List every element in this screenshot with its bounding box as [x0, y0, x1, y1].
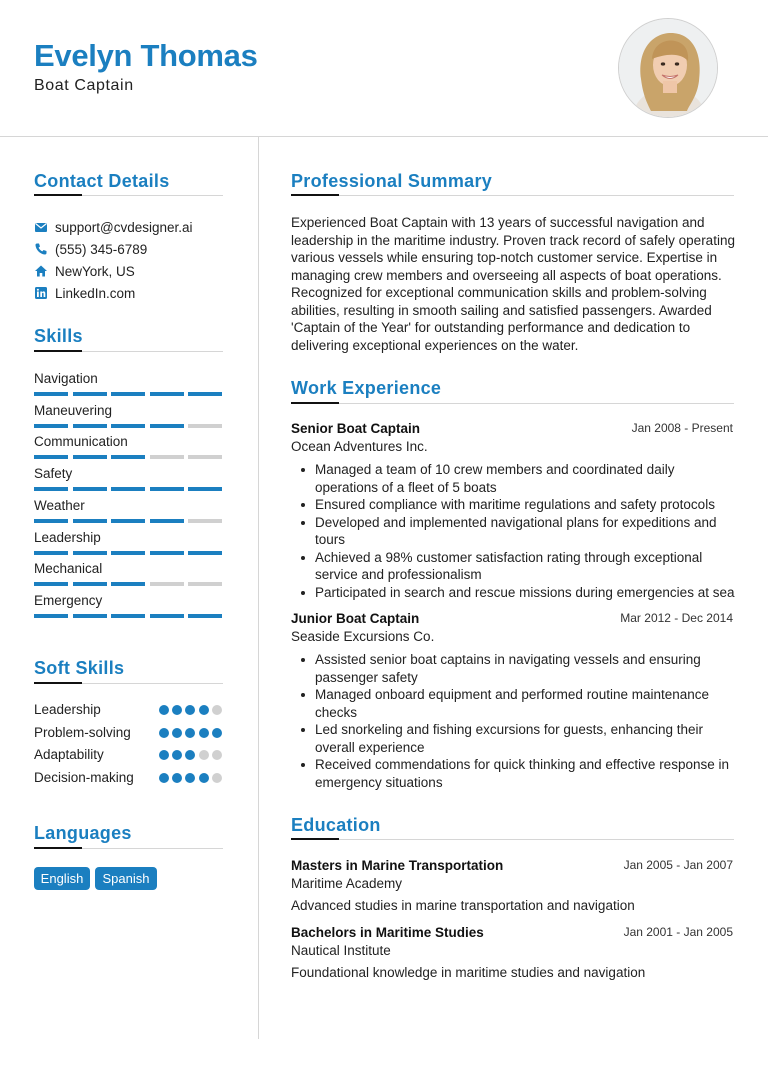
linkedin-icon: [34, 286, 48, 300]
skill-level-segment: [111, 424, 145, 428]
language-pill-english: English: [34, 867, 90, 890]
list-item: Managed a team of 10 crew members and coordinated daily operations of a fleet of 5 boats: [299, 461, 737, 496]
skill-label: Communication: [34, 434, 128, 450]
skill-label: Mechanical: [34, 561, 103, 577]
skill-level-segment: [188, 551, 222, 555]
list-item: Led snorkeling and fishing excursions for guests, enhancing their overall experience: [299, 721, 737, 756]
skill-level-bar: [34, 487, 222, 491]
phone-icon: [34, 242, 48, 256]
soft-skill-rating-dot: [159, 773, 169, 783]
list-item: Developed and implemented navigational plans for expeditions and tours: [299, 514, 737, 549]
job-title: Senior Boat Captain: [291, 421, 421, 436]
skill-level-segment: [73, 424, 107, 428]
list-item: Ensured compliance with maritime regulations and safety protocols: [299, 496, 737, 514]
skill-level-segment: [111, 582, 145, 586]
soft-skill-rating-dot: [172, 773, 182, 783]
list-item: Assisted senior boat captains in navigating vessels and ensuring passenger safety: [299, 651, 737, 686]
home-icon: [34, 264, 48, 278]
soft-skill-rating-dot: [212, 773, 222, 783]
skill-label: Maneuvering: [34, 402, 113, 418]
skill-level-segment: [73, 455, 107, 459]
skill-level-segment: [111, 551, 145, 555]
contact-phone-text: (555) 345-6789: [55, 241, 148, 257]
skill-level-bar: [34, 551, 222, 555]
summary-text: Experienced Boat Captain with 13 years of successful navigation and leadership in the maritime industry. Proven track record of safely operating various vessels while ensuring top-notch customer service. Expertise in managing crew members and overseeing all aspects of boat operations. Recognized for exceptional communication skills and problem-solving abilities, resulting in smooth sailing and satisfied passengers. Awarded 'Captain of the Year' for outstanding performance and dedication to delivering exceptional experiences on the water.: [291, 215, 735, 353]
skill-level-segment: [34, 551, 68, 555]
skill-label: Leadership: [34, 529, 101, 545]
skill-level-segment: [150, 614, 184, 618]
education-degree: Bachelors in Maritime Studies: [291, 925, 484, 940]
contact-email-text: support@cvdesigner.ai: [55, 219, 193, 235]
skill-level-segment: [34, 455, 68, 459]
job-organization: Ocean Adventures Inc.: [291, 439, 428, 454]
skill-level-segment: [111, 487, 145, 491]
avatar: [618, 18, 718, 118]
skill-level-segment: [111, 614, 145, 618]
soft-skill-rating-dot: [199, 728, 209, 738]
skill-level-segment: [73, 519, 107, 523]
envelope-icon: [34, 220, 48, 234]
soft-skill-label: Adaptability: [34, 747, 104, 762]
languages-section-title: Languages: [34, 823, 132, 843]
skill-level-segment: [188, 392, 222, 396]
experience-section-title: Work Experience: [291, 378, 442, 398]
summary-section-title: Professional Summary: [291, 171, 493, 191]
skills-section-rule: [34, 351, 223, 352]
skill-level-bar: [34, 582, 222, 586]
skill-level-segment: [150, 392, 184, 396]
languages-section-rule: [34, 848, 223, 849]
skill-level-segment: [34, 487, 68, 491]
contact-phone[interactable]: [34, 240, 147, 258]
skill-level-segment: [150, 487, 184, 491]
soft-skill-rating-dot: [212, 750, 222, 760]
list-item: Received commendations for quick thinking and effective response in emergency situations: [299, 756, 737, 791]
skill-level-bar: [34, 455, 222, 459]
education-section-rule: [291, 839, 734, 840]
soft-skill-rating-dot: [159, 728, 169, 738]
skill-level-segment: [111, 455, 145, 459]
skills-section-title: Skills: [34, 326, 83, 346]
education-section-title: Education: [291, 815, 381, 835]
language-pill-spanish: Spanish: [95, 867, 157, 890]
skill-level-bar: [34, 392, 222, 396]
skill-level-segment: [150, 455, 184, 459]
soft-skills-section-rule: [34, 683, 223, 684]
soft-skill-rating-dot: [172, 750, 182, 760]
soft-skill-rating-dot: [185, 773, 195, 783]
contact-section-title: Contact Details: [34, 171, 170, 191]
skill-level-segment: [73, 614, 107, 618]
education-description: Foundational knowledge in maritime studies and navigation: [291, 965, 646, 980]
soft-skill-rating-dot: [185, 705, 195, 715]
soft-skill-rating-dot: [212, 728, 222, 738]
skill-level-segment: [34, 614, 68, 618]
skill-label: Navigation: [34, 371, 98, 386]
job-date: Jan 2008 - Present: [631, 421, 733, 435]
skill-level-segment: [188, 614, 222, 618]
job-title: Junior Boat Captain: [291, 611, 420, 626]
soft-skill-rating-dot: [172, 728, 182, 738]
skill-level-segment: [188, 582, 222, 586]
skill-level-segment: [34, 424, 68, 428]
candidate-name: Evelyn Thomas: [34, 38, 258, 73]
skill-level-segment: [73, 392, 107, 396]
job-organization: Seaside Excursions Co.: [291, 629, 435, 644]
education-school: Maritime Academy: [291, 876, 403, 891]
soft-skill-label: Leadership: [34, 702, 101, 717]
skill-level-segment: [34, 392, 68, 396]
soft-skill-rating-dot: [172, 705, 182, 715]
soft-skill-rating-dot: [199, 750, 209, 760]
soft-skill-rating-dot: [185, 728, 195, 738]
skill-level-segment: [188, 519, 222, 523]
job-bullets: [299, 461, 737, 601]
list-item: Managed onboard equipment and performed routine maintenance checks: [299, 686, 737, 721]
list-item: Achieved a 98% customer satisfaction rating through exceptional service and professionalism: [299, 549, 737, 584]
skill-label: Emergency: [34, 592, 103, 608]
skill-level-segment: [73, 487, 107, 491]
list-item: Participated in search and rescue missions during emergencies at sea: [299, 584, 737, 602]
skill-level-segment: [73, 551, 107, 555]
contact-linkedin-text: LinkedIn.com: [55, 285, 136, 301]
skill-level-segment: [188, 455, 222, 459]
skill-level-segment: [150, 424, 184, 428]
skill-level-segment: [73, 582, 107, 586]
education-description: Advanced studies in marine transportation and navigation: [291, 898, 635, 913]
education-school: Nautical Institute: [291, 943, 391, 958]
skill-label: Safety: [34, 466, 73, 482]
candidate-role: Boat Captain: [34, 77, 134, 94]
education-degree: Masters in Marine Transportation: [291, 858, 504, 873]
soft-skill-label: Problem-solving: [34, 724, 131, 740]
skill-level-segment: [111, 392, 145, 396]
job-bullets: [299, 651, 737, 791]
contact-linkedin[interactable]: [34, 284, 135, 302]
skill-level-segment: [188, 487, 222, 491]
education-date: Jan 2001 - Jan 2005: [623, 925, 733, 939]
skill-level-segment: [188, 424, 222, 428]
skill-level-bar: [34, 424, 222, 428]
summary-section-rule: [291, 195, 734, 196]
skill-level-segment: [111, 519, 145, 523]
education-date: Jan 2005 - Jan 2007: [623, 858, 733, 872]
soft-skill-rating-dot: [199, 705, 209, 715]
soft-skills-section-title: Soft Skills: [34, 658, 125, 678]
column-divider: [258, 137, 259, 1039]
skill-level-segment: [34, 582, 68, 586]
experience-section-rule: [291, 403, 734, 404]
soft-skill-rating-dot: [159, 750, 169, 760]
skill-level-bar: [34, 614, 222, 618]
skill-level-segment: [34, 519, 68, 523]
job-date: Mar 2012 - Dec 2014: [620, 611, 733, 625]
portrait-photo: [619, 19, 718, 118]
skill-label: Weather: [34, 497, 85, 513]
contact-email[interactable]: [34, 218, 193, 236]
skill-level-segment: [150, 551, 184, 555]
contact-location: [34, 262, 135, 280]
soft-skill-label: Decision-making: [34, 769, 134, 785]
soft-skill-rating-dot: [185, 750, 195, 760]
soft-skill-rating-dot: [199, 773, 209, 783]
soft-skill-rating-dot: [159, 705, 169, 715]
contact-section-rule: [34, 195, 223, 196]
skill-level-segment: [150, 582, 184, 586]
contact-location-text: NewYork, US: [55, 263, 135, 279]
skill-level-segment: [150, 519, 184, 523]
resume-header: [0, 0, 768, 137]
soft-skill-rating-dot: [212, 705, 222, 715]
skill-level-bar: [34, 519, 222, 523]
